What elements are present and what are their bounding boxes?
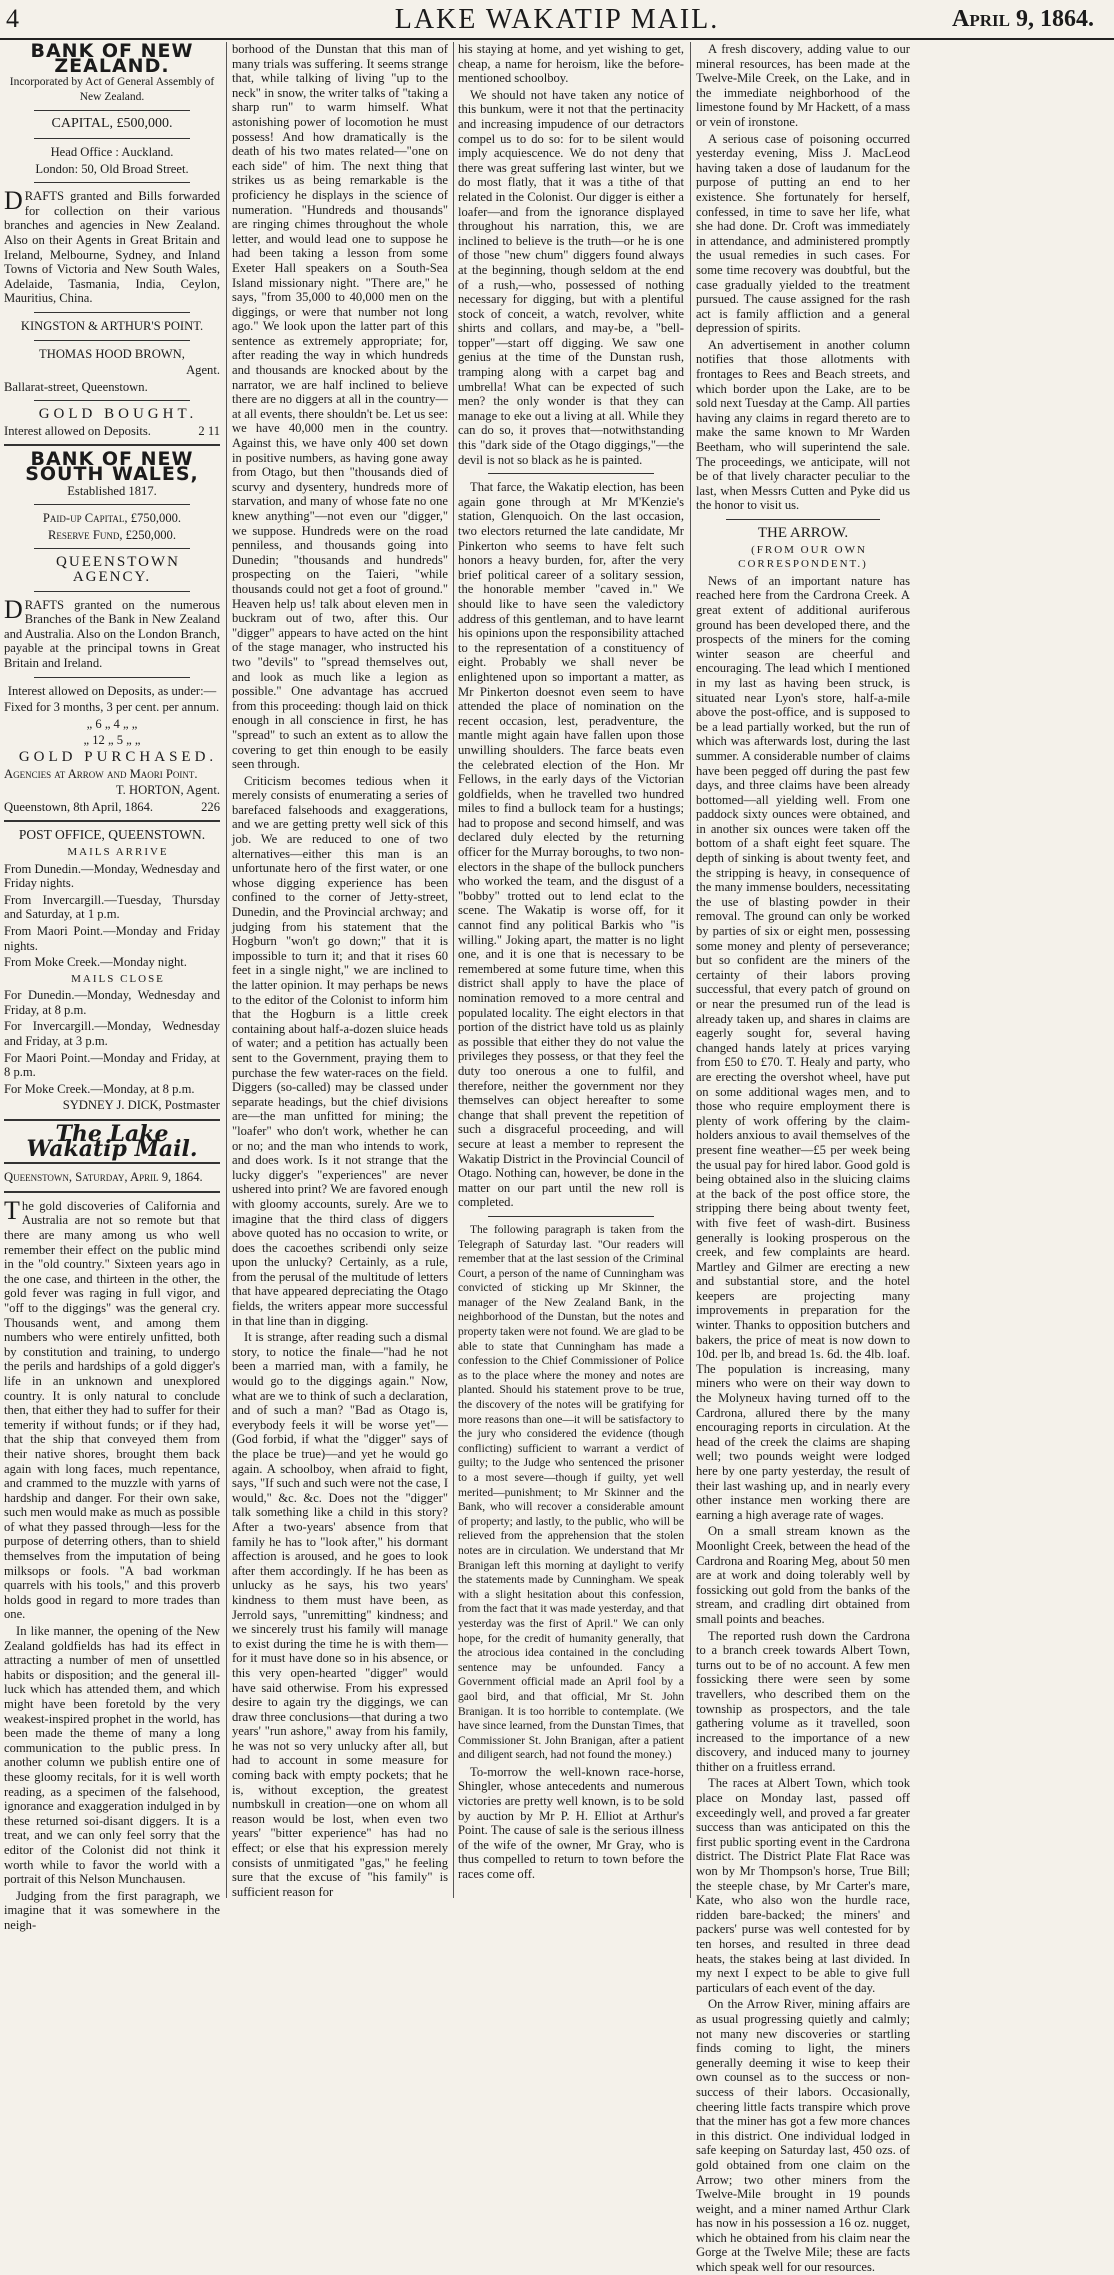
divider [34, 312, 190, 313]
masthead [0, 0, 1114, 40]
arrow-section-title: THE ARROW. [757, 525, 849, 541]
bnsw-agencies: Agencies at Arrow and Maori Point. [4, 766, 198, 781]
article-paragraph: The races at Albert Town, which took place on Monday last, passed off exceedingly well, and proved a far greater success than was anticipated on this the first public sporting event in the Cardrona district. The District Plate Flat Race was won by Mr Thompson's horse, True Bill; the steeple chase, by Mr Carter's mare, Kate, who also won the hurdle race, ridden bare-backed; the miners' and packers' purse was well contested for by ten horses, and resulted in three dead heats, the stakes being at last divided. In my next I expect to be able to give full particulars of each event of the day. [696, 1776, 910, 1995]
article-paragraph: It is strange, after reading such a dismal story, to notice the finale—"had he not been a married man, with a family, he would go to the diggings again." Now, what are we to think of such a declaration, and of such a man? "Bad as Otago is, everybody feels it will be worse yet"—(God forbid, if what the "digger" says of the place be true)—and yet he would go again. A schoolboy, when afraid to fight, says, "If such and such were not the case, I would," &c. &c. Does not the "digger" talk something like a child in this story? After a two-years' absence from that family he has to "look after," his dormant affection is aroused, and he goes to look after them accordingly. If he has been as unlucky as he says, his two years' kindness to them must have been, as Jerrold says, "unremitting" kindness; and we sincerely trust his family will manage to exist during the time he is with them—for it must have done so in his absence, or this very open-hearted "digger" would have said otherwise. From his expressed desire to again try the diggings, we can draw three conclusions—that during a two years' "run ashore," away from his family, he was not so very unlucky after all, but had to account in some measure for coming back with empty pockets; that he is, without exception, the greatest numbskull in creation—one on whom all reason would be lost, when even two years' "bitter experience" has had no effect; or else that his expression merely consists of unmitigated "gas," he feeling sure that the excuse of "his family" is sufficient reason for [232, 1330, 449, 1899]
article-paragraph: In like manner, the opening of the New Zealand goldfields has had its effect in attracting a number of men of unsettled habits or disposition; and the general ill-luck which has attended them, and which might have been foretold by the very weakest-inspired prophet in the world, has been made the theme of many a long communication to the public press. In another column we publish entire one of these gloomy recitals, for it is well worth reading, as a specimen of the falsehood, ignorance and exaggeration indulged in by these returned soi-disant diggers. It is a treat, and we can only feel sorry that the editor of the Colonist did not think it worth while to favor the world with a portrait of this Nelson Munchausen. [4, 1624, 220, 1887]
bnsw-rate: „ 6 „ 4 „ „ [86, 716, 138, 731]
paper-nameplate: The Lake Wakatip Mail. [26, 1121, 198, 1162]
bnsw-gold-purchased: GOLD PURCHASED. [18, 748, 218, 765]
mail-arrive-line: From Moke Creek.—Monday night. [4, 955, 187, 970]
divider [34, 677, 190, 678]
bnsw-heading: BANK OF NEW SOUTH WALES, [25, 448, 199, 486]
column-1 [4, 40, 220, 1932]
article-paragraph: his staying at home, and yet wishing to get, cheap, a name for heroism, like the before-mentioned schoolboy. [458, 42, 684, 86]
article-paragraph: On a small stream known as the Moonlight Creek, between the head of the Cardrona and Roaring Meg, about 50 men are at work and doing tolerably well by fossicking out gold from the banks of the stream, and cradling dirt obtained from small points and beaches. [696, 1524, 910, 1626]
divider [34, 400, 190, 401]
column-rule [690, 42, 691, 1898]
article-paragraph: The gold discoveries of California and Australia are not so remote but that there are many among us who well remember their effect on the public mind in the "old country." Sixteen years ago in the one case, and thirteen in the other, the gold fever was raging in full vigor, and "off to the diggings" was the general cry. Thousands went, and among them numbers who were entirely unfitted, both by constitution and training, to undergo the perils and hardships of a gold digger's life in an unknown and unexplored country. It is only natural to conclude then, that either they had to suffer for their temerity if without funds; or if they had, that the ship that conveyed them from their native shores, brought them back again with long faces, much repentance, and crammed to the muzzle with yarns of hardship and danger. For their own sake, such men would make as much as possible of what they passed through—less for the purpose of deterring others, than to shield themselves from the imputation of being milksops or fools. "A bad workman quarrels with his tools," and this proverb holds good in regard to more trades than one. [4, 1195, 220, 1622]
column-rule [226, 42, 227, 1898]
issue-date: April 9, 1864. [952, 6, 1094, 32]
bnz-incorporated: Incorporated by Act of General Assembly of New Zealand. [9, 76, 215, 103]
divider [4, 1162, 220, 1164]
bnz-ref: 2 11 [198, 423, 220, 438]
article-paragraph: borhood of the Dunstan that this man of many trials was suffering. It seems strange that, while talking of living "up to the neck" in snow, the writer talks of "taking a sharp run" to warm himself. What astonishing power of locomotion he must possess! And how dramatically is the death of his two mates related—"one on each side" of him. The next thing that strikes us as being remarkable is the proficiency he displays in the science of numeration. "Hundreds and thousands" are ringing chimes throughout the whole letter, and would lead one to suppose he had been taking a lesson from some Exeter Hall speakers on a South-Sea Island missionary night. "There are," he says, "from 35,000 to 40,000 men on the diggings, or were that number not long ago." We look upon the latter part of this sentence as extremely appropriate; for, after reading the way in which hundreds and thousands are knocked about by the narrator, we are half inclined to believe there are no diggers at all in the country—at all events, there shouldn't be. Let us see: we have 40,000 men in the country. Against this, we have only 400 set down in positive numbers, as having gone away from Otago, but then "thousands died of scurvy and dysentery, hundreds more of starvation, and many of whose fate no one knew anything"—not even our "digger," we suppose. Hundreds were on the road penniless, and thousands going into Dunedin; "thousands and hundreds" prospecting on the Taieri, "while thousands could not get a foot of ground." Heaven help us! talk about eleven men in buckram out of two, after this. Our "digger" appears to have acted on the hint of the stage manager, who instructed his two "devils" to "spread themselves out, and look as much like a legion as possible." One advantage has accrued from this proceeding: though laid on thick enough in all conscience in first, he has "spread" to such an extent as to allow the covering to get thin enough to be easily seen through. [232, 42, 448, 772]
article-paragraph: Judging from the first paragraph, we imagine that it was somewhere in the neigh- [4, 1888, 220, 1932]
bnsw-established: Established 1817. [67, 483, 157, 498]
bnsw-rate: „ 12 „ 5 „ „ [83, 733, 141, 748]
mails-arrive-heading: MAILS ARRIVE [67, 845, 169, 858]
mail-close-line: For Dunedin.—Monday, Wednesday and Friday, at 8 p.m. [4, 988, 220, 1017]
divider [4, 820, 220, 822]
article-paragraph: A serious case of poisoning occurred yesterday evening, Miss J. MacLeod having taken a dose of laudanum for the purpose of putting an end to her existence. She fortunately for herself, confessed, in time to save her life, what she had done. Dr. Croft was immediately in attendance, and administered promptly the usual remedies in such cases. For some time recovery was doubtful, but the case gradually yielded to the treatment pursued. The cause assigned for the rash act is family affliction and a general depression of spirits. [696, 131, 910, 336]
bnz-london: London: 50, Old Broad Street. [35, 161, 189, 176]
bnz-branch: KINGSTON & ARTHUR'S POINT. [20, 318, 204, 333]
article-paragraph: An advertisement in another column notifies that those allotments with frontages to Rees and Beach streets, and which border upon the Lake, are to be sold next Tuesday at the Camp. All parties having any claims in regard thereto are to make the same known to Mr Warden Beetham, who will superintend the sale. The proceedings, we anticipate, will not be of that lively character peculiar to the last, when Messrs Cutten and Pyke did us the honor to visit us. [696, 337, 910, 513]
divider [488, 1216, 654, 1217]
postmaster: SYDNEY J. DICK, Postmaster [62, 1098, 220, 1113]
bnsw-agency: QUEENSTOWN AGENCY. [56, 554, 180, 586]
divider [34, 110, 190, 111]
bnsw-dateline: Queenstown, 8th April, 1864. [4, 799, 154, 814]
bnz-head-office: Head Office : Auckland. [50, 144, 174, 159]
article-paragraph: We should not have taken any notice of this bunkum, were it not that the pertinacity and increasing impudence of our detractors compel us to do so: for to be silent would imply acquiescence. We do not deny that there was great suffering last winter, but we do most flatly, that it was a tithe of that related in the Colonist. Our digger is either a loafer—and from the ignorance displayed throughout his narration, this, we are inclined to believe is the truth—or he is one of those "new chum" diggers found always at the beginning, though seldom at the end of a rush,—who, possessed of nothing necessary for digging, but with a plentiful stock of conceit, a watch, revolver, white shirts and collars, and may-be, a "bell-topper"—start off digging. We saw one genius at the time of the Dunstan rush, tramping along with a carpet bag and umbrella! What can be expected of such men? the only wonder is that they can manage to eke out a living at all. While they can do so, it proves that—notwithstanding this "dark side of the Otago diggings,"—the devil is not so black as he is painted. [458, 87, 684, 467]
bnsw-paid-up: Paid-up Capital, £750,000. [42, 511, 182, 526]
divider [488, 473, 654, 474]
bnz-gold-bought: GOLD BOUGHT. [38, 406, 198, 423]
bnz-heading: BANK OF NEW ZEALAND. [30, 40, 194, 77]
article-paragraph: The following paragraph is taken from the Telegraph of Saturday last. "Our readers will remember that at the last session of the Criminal Court, a person of the name of Cunningham was convicted of sticking up Mr Skinner, the manager of the New Zealand Bank, in the neighborhood of the Dunstan, but the notes and property taken were not found. We are glad to be able to state that Cunningham has made a confession to the Chief Commissioner of Police as to the place where the money and notes are planted. Should his statement prove to be true, the discovery of the notes will be gratifying for more reasons than one—it will be satisfactory to the jury who considered the evidence (though conflicting) sufficient to warrant a verdict of guilty; to the Judge who sentenced the prisoner to a most severe—though if guilty, yet well merited—punishment; to Mr Skinner and the Bank, who will recover a considerable amount of property; and lastly, to the public, who will be relieved from the apprehension that the stolen notes are in circulation. We understand that Mr Branigan left this morning at daylight to verify the statements made by Cunningham. We speak with a slight hesitation about this confession, from the fact that it was made yesterday, and that yesterday was the first of April." We can only hope, for the credit of humanity generally, that the atrocious idea contained in the concluding sentence may be unfounded. Fancy a Government official made an April fool by a gaol bird, and that official, Mr St. John Branigan. It is too horrible to contemplate. (We have since learned, from the Dunstan Times, that Commissioner St. John Branigan, after a patient and diligent search, had not found the money.) [458, 1223, 684, 1762]
bnz-agent-name: THOMAS HOOD BROWN, [39, 346, 185, 361]
article-paragraph: Criticism becomes tedious when it merely consists of enumerating a series of barefaced falsehoods and exaggerations, and we are getting pretty well sick of this job. We are reduced to one of two alternatives—either this man is an unfortunate hero of the first water, or one whose digging experience has been confined to the corner of Jetty-street, Dunedin, and the Provincial archway; and judging from his statement that the Hogburn "won't go down;" that it is impossible to turn it; and that it rises 60 feet in a single night," we are inclined to the latter opinion. It may perhaps be news to the editor of the Colonist to inform him that the Hogburn is a little creek containing about half-a-dozen sluice heads of water; and a petition has actually been sent to the Government, praying them to purchase the few water-races on the field. Diggers (so-called) may be classed under separate headings, but the chief divisions are—the man unfitted for mining; the "loafer" who don't work, whether he can or no; and the man who intends to work, and does work. Is it not strange that the lucky digger's "experiences" are never ushered into print? We are favored enough with gloomy accounts, surely. Are we to imagine that the third class of diggers above quoted has no occasion to write, or does the cacoethes scribendi only seize upon the unlucky? Certainly, as a rule, from the perusal of the multitude of letters that have appeared depreciating the Otago fields, the writers appear more successful in that line than in digging. [232, 773, 448, 1328]
article-paragraph: News of an important nature has reached here from the Cardrona Creek. A great extent of additional auriferous ground has been developed there, and the prospects of the miners for the coming winter season are cheerful and encouraging. The lead which I mentioned in my last as having been struck, is situated near Lyon's store, half-a-mile above the post-office, and is supposed to be a lead partially worked, but the run of which was afterwards lost, during the last summer. A considerable number of claims have been pegged off during the past few days, and three claims have been already bottomed—all yielding well. From one paddock sixty ounces were obtained, and in another six ounces were taken off the bottom of a shaft eight feet square. The depth of sinking is about twenty feet, and the stripping is heavy, in consequence of the many immense boulders, necessitating the use of blasting powder in their removal. The ground can only be worked by parties of six or eight men, possessing some money and plenty of perseverance; but so confident are the miners of the certainty of their labors proving successful, that every patch of ground on or near the presumed run of the lead is already taken up, and shares in claims are eagerly sought for, several having changed hands lately at prices varying from £50 to £70. T. Healy and party, who are erecting the overshot wheel, have put on some additional wages men, and to those who require employment there is plenty of work offering by the claim-holders anxious to avail themselves of the present fine weather—£5 per week being the usual pay for hired labor. Good gold is being obtained also in the sluicing claims at the back of the post office store, the stripping there being about twenty feet, with five feet of wash-dirt. Business generally is looking prosperous on the creek, and few complaints are heard. Martley and Gilmer are erecting a new and substantial store, and the hotel keepers are projecting many improvements in preparation for the winter. Thanks to opposition butchers and bakers, the price of meat is now down to 10d. per lb, and bread 1s. 6d. the 4lb. loaf. The population is increasing, many miners who were on their way down to the Molyneux having turned off to the Cardrona, allured there by the many encouraging reports in circulation. At the head of the creek the claims are shaping well; two pounds weight were lodged here by one party yesterday, the result of their last washing up, and in nearly every other instance men working there are earning a high average rate of wages. [696, 573, 910, 1522]
divider [726, 519, 880, 520]
mail-arrive-line: From Invercargill.—Tuesday, Thursday and Saturday, at 1 p.m. [4, 892, 220, 922]
bnsw-agent: T. HORTON, Agent. [115, 783, 220, 798]
article-paragraph: On the Arrow River, mining affairs are as usual progressing quietly and calmly; not many new discoveries or startling finds coming to light, the miners generally deeming it wise to keep their own counsel as to the success or non-success of their labors. Occasionally, cheering little facts transpire which prove that the miner has got a few more chances in this district. One individual lodged in safe keeping on Saturday last, 450 ozs. of gold obtained from one claim on the Arrow; two other miners from the Twelve-Mile brought in 19 pounds weight, and a miner named Arthur Clark has now in his possession a 16 oz. nugget, which he obtained from his claim near the Gorge at the Twelve Mile; these are facts which speak well for our resources. [696, 1997, 910, 2275]
column-rule [453, 42, 454, 1898]
mail-close-line: For Invercargill.—Monday, Wednesday and Friday, at 3 p.m. [4, 1019, 220, 1049]
bnz-agent-label: Agent. [186, 363, 220, 378]
arrow-section-subtitle: (FROM OUR OWN CORRESPONDENT.) [738, 543, 868, 571]
mails-close-heading: MAILS CLOSE [71, 972, 165, 985]
column-3 [458, 42, 684, 1898]
column-4 [696, 42, 910, 2275]
divider [34, 340, 190, 341]
mail-close-line: For Moke Creek.—Monday, at 8 p.m. [4, 1081, 195, 1096]
mail-arrive-line: From Maori Point.—Monday and Friday nights. [4, 923, 220, 953]
mail-close-line: For Maori Point.—Monday and Friday, at 8 p.m. [4, 1050, 220, 1080]
article-paragraph: A fresh discovery, adding value to our mineral resources, has been made at the Twelve-Mile Creek, on the Lake, and in the immediate neighborhood of the limestone found by Mr Hackett, of a mass or vein of ironstone. [696, 42, 910, 129]
divider [34, 182, 190, 183]
divider [34, 138, 190, 139]
divider [34, 548, 190, 549]
paper-dateline: Queenstown, Saturday, April 9, 1864. [4, 1170, 203, 1185]
bnsw-dateline-row [4, 800, 220, 815]
bnz-interest: Interest allowed on Deposits. [4, 423, 151, 438]
mail-arrive-line: From Dunedin.—Monday, Wednesday and Friday nights. [4, 861, 220, 891]
bnsw-drafts: DRAFTS granted on the numerous Branches of the Bank in New Zealand and Australia. Also on the London Branch, payable at the principal towns in Great Britain and Ireland. [4, 594, 220, 670]
bnz-drafts: DRAFTS granted and Bills forwarded for collection on their various branches and agencies in New Zealand. Also on their Agents in Great Britain and Ireland, Melbourne, Sydney, and Inland Towns of Victoria and New South Wales, Adelaide, Tasmania, India, Ceylon, Mauritius, China. [4, 186, 220, 306]
bnsw-rate: Fixed for 3 months, 3 per cent. per annum. [4, 700, 220, 715]
post-office-title: POST OFFICE, QUEENSTOWN. [18, 827, 206, 843]
article-paragraph: That farce, the Wakatip election, has been again gone through at Mr M'Kenzie's station, Glenquoich. On the last occasion, two electors returned the late candidate, Mr Pinkerton who seems to have felt such honors a heavy burden, for, after the very brief political career of a solitary session, the honorable member "caved in." We should like to have seen the valedictory address of this gentleman, and to have learnt his opinions upon the responsibility attached to the representation of a constituency of eight. Probably we shall never be enlightened upon so important a matter, as Mr Pinkerton doesnot even seem to have attended the place of nomination on the recent occasion, lest, peradventure, the mantle might again have fallen upon those unwilling shoulders. The farce beats even the celebrated election of the Hon. Mr Fellows, in the early days of the Victorian goldfields, when he travelled two hundred miles to find a bullock team for a hustings; had to propose and second himself, and was declared duly elected by the returning officer for the Murray boroughs, to two non-electors in the shape of the bullock punchers who worked the team, and the disgust of a "bobby" trotted out to lend eclat to the scene. The Wakatip is worse off, for it cannot find any political Barkis who "is willing." Joking apart, the matter is no light one, and it is one that is necessary to be remembered at some future time, when this district shall apply to have the place of nomination removed to a more central and populated locality. The eight electors in that portion of the district have told us as plainly as possible that either they do not value the privileges they possess, or that they feel the duty too onerous a one to fulfil, and therefore, neither the government nor they themselves can object hereafter to some change that shall prevent the repetition of such a disgraceful proceeding, and will secure at least a member to represent the Wakatip District in the Provincial Council of Otago. Nothing can, however, be done in the matter on our part until the new roll is completed. [458, 480, 684, 1210]
divider [4, 1191, 220, 1193]
divider [34, 504, 190, 505]
newspaper-title: LAKE WAKATIP MAIL. [394, 4, 720, 35]
bnz-capital: CAPITAL, £500,000. [51, 116, 173, 132]
page-number: 4 [6, 4, 19, 33]
divider [34, 591, 190, 592]
article-paragraph: The reported rush down the Cardrona to a branch creek towards Albert Town, turns out to be of no account. A few men fossicking there were seen by some travellers, who described them on the township as prospectors, and the tale gathering volume as it travelled, soon increased to the importance of a new discovery, and induced many to journey thither on a fruitless errand. [696, 1628, 910, 1774]
bnsw-reserve: Reserve Fund, £250,000. [47, 527, 176, 542]
bnz-interest-row [4, 424, 220, 439]
column-2 [232, 42, 448, 1898]
bnsw-interest-intro: Interest allowed on Deposits, as under:— [7, 683, 217, 698]
bnsw-ref: 226 [201, 799, 220, 814]
bnz-agent-address: Ballarat-street, Queenstown. [4, 379, 148, 394]
article-paragraph: To-morrow the well-known race-horse, Shingler, whose antecedents and numerous victories are pretty well known, is to be sold by auction by Mr P. H. Elliot at Arthur's Point. The cause of sale is the serious illness of the wife of the owner, Mr Gray, who is thus compelled to return to town before the races come off. [458, 1764, 684, 1882]
divider [4, 444, 220, 446]
